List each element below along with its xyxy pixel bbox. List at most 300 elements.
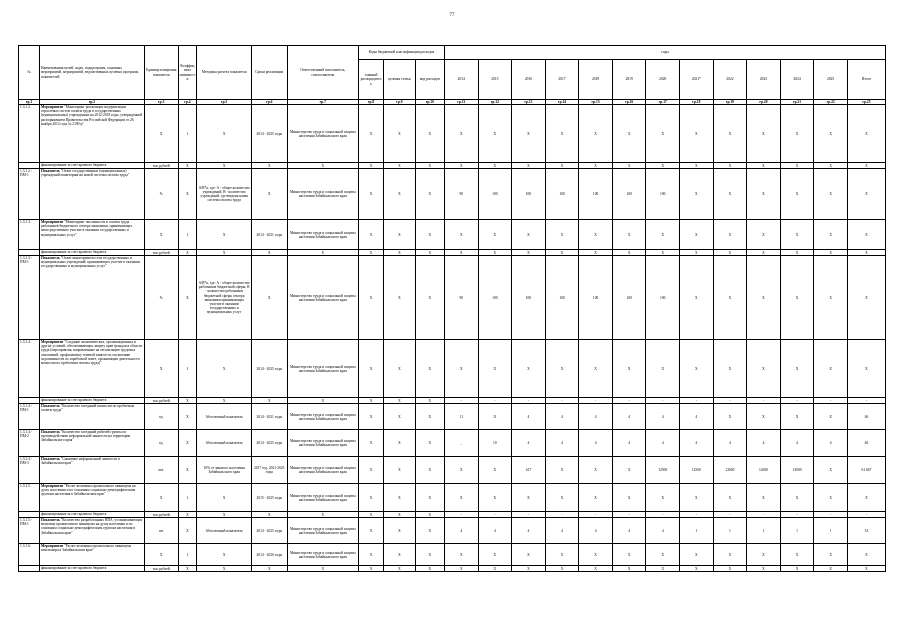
row-value: - xyxy=(747,398,781,404)
row-value: Х xyxy=(384,457,415,484)
row-name-type: Показатель xyxy=(40,457,60,462)
row-value: 4 xyxy=(512,430,546,457)
row-value: 100 xyxy=(646,169,680,220)
row-value: - xyxy=(847,512,885,518)
column-number-cell: гр.16 xyxy=(612,100,646,105)
row-value: 4 xyxy=(612,518,646,544)
row-value: 4 xyxy=(780,430,814,457)
row-terms: Х xyxy=(251,256,287,340)
row-value: Х xyxy=(358,105,383,163)
row-value: Х xyxy=(415,398,444,404)
row-value: Х xyxy=(612,484,646,512)
row-value: - xyxy=(444,512,478,518)
table-header xyxy=(19,46,886,100)
row-value: Х xyxy=(713,169,747,220)
row-value: Х xyxy=(358,518,383,544)
row-value: Х xyxy=(780,484,814,512)
row-value: Х xyxy=(814,256,848,340)
row-value: 417 xyxy=(512,457,546,484)
row-value: 90 xyxy=(444,256,478,340)
row-value: Х xyxy=(415,518,444,544)
row-value: 4 xyxy=(545,518,579,544)
row-value: Х xyxy=(384,544,415,566)
header-year: 2014 xyxy=(444,60,478,100)
row-value: Х xyxy=(780,250,814,256)
row-value: 4 xyxy=(512,518,546,544)
row-name-text: "Охват мониторингом сети государственных и муниципальных учреждений, принимающих участие в оказании государственных и муниципальных услуг" xyxy=(40,256,140,269)
column-number-cell: гр.22 xyxy=(814,100,848,105)
column-number-cell: гр.12 xyxy=(478,100,512,105)
row-value: Х xyxy=(579,566,613,572)
row-method: Абсолютный показатель xyxy=(197,430,252,457)
row-name-type: Показатель xyxy=(40,256,60,261)
row-executor: Министерство труда и социальной защиты населения Забайкальского края xyxy=(287,544,358,566)
table-row xyxy=(19,484,886,512)
row-executor: Х xyxy=(287,163,358,169)
row-value: Х xyxy=(713,340,747,398)
row-terms: 2014 - 2025 годы xyxy=(251,340,287,398)
row-value: Х xyxy=(814,250,848,256)
row-value: 4 xyxy=(646,518,680,544)
row-value: Х xyxy=(612,163,646,169)
row-terms: Х xyxy=(251,169,287,220)
row-value: 1 xyxy=(814,518,848,544)
row-value: Х xyxy=(415,256,444,340)
row-value: Х xyxy=(780,105,814,163)
row-value: 100 xyxy=(478,169,512,220)
row-value: Х xyxy=(358,430,383,457)
row-value: Х xyxy=(847,566,885,572)
row-value: Х xyxy=(814,340,848,398)
header-year: 2024 xyxy=(780,60,814,100)
row-name-text: финансирование за счет краевого бюджета xyxy=(40,566,107,571)
row-coef: Х xyxy=(178,163,197,169)
row-value: Х xyxy=(646,220,680,250)
row-value: 46 xyxy=(847,404,885,430)
row-value: Х xyxy=(747,256,781,340)
row-coef: Х xyxy=(178,518,197,544)
row-value: 4 xyxy=(545,404,579,430)
header-year: 2016 xyxy=(512,60,546,100)
row-value: - xyxy=(814,512,848,518)
row-value: Х xyxy=(713,404,747,430)
row-value: Х xyxy=(384,256,415,340)
row-coef: Х xyxy=(178,512,197,518)
row-value: Х xyxy=(747,544,781,566)
row-name xyxy=(39,105,144,163)
row-value: Х xyxy=(545,220,579,250)
row-name xyxy=(39,256,144,340)
row-value: Х xyxy=(747,484,781,512)
row-value: Х xyxy=(612,250,646,256)
row-value: Х xyxy=(384,430,415,457)
row-method: Абсолютный показатель xyxy=(197,518,252,544)
row-value: Х xyxy=(680,544,714,566)
row-name xyxy=(39,544,144,566)
column-number-cell: гр.8 xyxy=(358,100,383,105)
row-value: Х xyxy=(680,169,714,220)
row-value: 100 xyxy=(646,256,680,340)
row-name-type: Мероприятие xyxy=(40,484,64,489)
header-year: 2018 xyxy=(579,60,613,100)
row-value: 11 xyxy=(478,404,512,430)
row-value: Х xyxy=(747,163,781,169)
row-value: Х xyxy=(545,340,579,398)
row-method: Х xyxy=(197,250,252,256)
header-coef: Коэффициент значимости xyxy=(178,46,197,100)
row-value: Х xyxy=(358,512,383,518)
row-value: Х xyxy=(384,169,415,220)
row-value: Х xyxy=(415,484,444,512)
row-value: - xyxy=(646,398,680,404)
row-value: Х xyxy=(478,340,512,398)
row-value: Х xyxy=(384,340,415,398)
row-method: Х xyxy=(197,163,252,169)
column-number-cell: гр.7 xyxy=(287,100,358,105)
row-executor: Х xyxy=(287,566,358,572)
column-number-cell: гр.17 xyxy=(646,100,680,105)
row-value: Х xyxy=(512,250,546,256)
row-value: Х xyxy=(747,169,781,220)
row-value: Х xyxy=(814,544,848,566)
row-terms: 2014 - 2025 годы xyxy=(251,105,287,163)
header-year: 2019 xyxy=(612,60,646,100)
row-name-type: Мероприятие xyxy=(40,340,64,345)
row-value: Х xyxy=(579,457,613,484)
row-value: 100 xyxy=(612,256,646,340)
row-value: Х xyxy=(612,544,646,566)
row-value: Х xyxy=(545,544,579,566)
row-value: Х xyxy=(444,544,478,566)
row-number: 1.3.1.5. xyxy=(19,484,40,512)
header-year: 2022 xyxy=(713,60,747,100)
row-value: 4 xyxy=(545,430,579,457)
column-number-cell: гр.3 xyxy=(144,100,178,105)
row-name-text: "Снижение неформальной занятости в Забайкальском крае" xyxy=(40,457,120,466)
row-number: 1.3.1.2. xyxy=(19,105,40,163)
row-name-type: Показатель xyxy=(40,169,60,174)
row-value: Х xyxy=(444,163,478,169)
header-name: Наименования целей, задач, подпрограмм, основных мероприятий, мероприятий, ведомственных целевых программ, показателей xyxy=(39,46,144,100)
row-value: Х xyxy=(358,457,383,484)
row-executor: Министерство труда и социальной защиты населения Забайкальского края xyxy=(287,256,358,340)
row-value: Х xyxy=(512,484,546,512)
row-value: Х xyxy=(847,544,885,566)
row-value: Х xyxy=(358,256,383,340)
row-value: Х xyxy=(444,105,478,163)
row-name xyxy=(39,404,144,430)
row-value: Х xyxy=(384,404,415,430)
row-value: Х xyxy=(646,566,680,572)
row-number: 1.3.1.4.-ПМ-3 xyxy=(19,457,40,484)
row-value: Х xyxy=(747,250,781,256)
row-value: Х xyxy=(747,566,781,572)
row-name xyxy=(39,566,144,572)
row-name-text: "Расчет величины прожиточного минимума пенсионера в Забайкальском крае" xyxy=(40,544,132,553)
row-method: Х xyxy=(197,105,252,163)
row-value: Х xyxy=(780,544,814,566)
row-unit: тыс.рублей xyxy=(144,163,178,169)
row-value: Х xyxy=(612,220,646,250)
row-name-type: Показатель xyxy=(40,404,60,409)
row-executor: Министерство труда и социальной защиты населения Забайкальского края xyxy=(287,518,358,544)
header-year: 2021* xyxy=(680,60,714,100)
row-value: Х xyxy=(415,566,444,572)
row-value: 4 xyxy=(814,430,848,457)
row-value: 46 xyxy=(847,430,885,457)
row-value: Х xyxy=(415,457,444,484)
row-value: Х xyxy=(814,566,848,572)
row-value: Х xyxy=(680,484,714,512)
header-kbk-article: целевая статья xyxy=(384,60,415,100)
row-value: - xyxy=(512,398,546,404)
row-value: 100 xyxy=(478,256,512,340)
header-year: 2023 xyxy=(747,60,781,100)
row-coef: 1 xyxy=(178,340,197,398)
row-value: 90 xyxy=(444,169,478,220)
row-name xyxy=(39,340,144,398)
row-value: Х xyxy=(847,105,885,163)
row-number: 1.3.1.4.-ПМ-1 xyxy=(19,404,40,430)
row-value: Х xyxy=(545,105,579,163)
row-method: Абсолютный показатель xyxy=(197,404,252,430)
row-value: Х xyxy=(847,220,885,250)
row-method: Х xyxy=(197,484,252,512)
row-value: Х xyxy=(680,105,714,163)
row-method: А/В*к, где: А - общее количество работников бюджетной сферы; В - количество работников бюджетной сферы сектора экономики принимающих участие в оказании государственных и муниципальных услуг xyxy=(197,256,252,340)
row-value: Х xyxy=(579,544,613,566)
row-value: Х xyxy=(444,220,478,250)
row-value: Х xyxy=(478,544,512,566)
header-year: 2020 xyxy=(646,60,680,100)
row-executor: Министерство труда и социальной защиты населения Забайкальского края xyxy=(287,340,358,398)
row-value: Х xyxy=(415,544,444,566)
row-value: Х xyxy=(612,105,646,163)
row-value: Х xyxy=(384,105,415,163)
row-value: Х xyxy=(478,250,512,256)
row-value: 4 xyxy=(680,430,714,457)
row-value: Х xyxy=(358,250,383,256)
row-name-text: "Количество разработанных НПА, устанавливающих величину прожиточного минимума на душу населения и по основным социально-демографическим группам населения в Забайкальском крае" xyxy=(40,518,143,535)
row-value: Х xyxy=(415,105,444,163)
column-number-cell: гр.11 xyxy=(444,100,478,105)
row-value: Х xyxy=(358,169,383,220)
row-value: Х xyxy=(646,340,680,398)
row-terms: 2014 - 2025 годы xyxy=(251,430,287,457)
row-unit: Х xyxy=(144,340,178,398)
row-value: Х xyxy=(384,484,415,512)
header-year: 2017 xyxy=(545,60,579,100)
row-unit: Х xyxy=(144,484,178,512)
row-value: Х xyxy=(415,163,444,169)
row-value: Х xyxy=(358,566,383,572)
column-number-cell: гр.13 xyxy=(512,100,546,105)
row-value: Х xyxy=(646,105,680,163)
column-number-cell: гр.9 xyxy=(384,100,415,105)
row-value: - xyxy=(680,512,714,518)
row-value: Х xyxy=(444,566,478,572)
row-value: 100 xyxy=(512,256,546,340)
row-method: 10% от занятого населения Забайкальского края xyxy=(197,457,252,484)
row-value: 100 xyxy=(545,256,579,340)
column-number-cell: гр.18 xyxy=(680,100,714,105)
column-number-cell: гр.21 xyxy=(780,100,814,105)
header-kbk-type: вид расходов xyxy=(415,60,444,100)
row-value: Х xyxy=(814,105,848,163)
row-value: 1 xyxy=(680,518,714,544)
row-value: Х xyxy=(478,484,512,512)
row-value: Х xyxy=(358,398,383,404)
row-number: 1.3.1.6. xyxy=(19,544,40,566)
row-value: - xyxy=(444,398,478,404)
row-unit: тыс.рублей xyxy=(144,398,178,404)
row-value: Х xyxy=(814,404,848,430)
row-value: Х xyxy=(512,566,546,572)
row-name-text: "Количество заседаний комиссии по проблемам оплаты труда" xyxy=(40,404,135,413)
row-executor: Министерство труда и социальной защиты населения Забайкальского края xyxy=(287,430,358,457)
row-method: А/В*к, где: А - общее количество учреждений; В - количество учреждений, где введена новая система оплаты труда xyxy=(197,169,252,220)
row-value: Х xyxy=(579,220,613,250)
row-value: Х xyxy=(646,250,680,256)
header-years-title: годы xyxy=(444,46,885,60)
row-executor: Министерство труда и социальной защиты населения Забайкальского края xyxy=(287,220,358,250)
row-value: Х xyxy=(415,250,444,256)
row-method: Х xyxy=(197,544,252,566)
row-value: Х xyxy=(415,220,444,250)
row-value: Х xyxy=(646,484,680,512)
row-number: 1.3.1.3.-ПМ-1 xyxy=(19,256,40,340)
row-name-type: Показатель xyxy=(40,430,60,435)
row-executor: Х xyxy=(287,398,358,404)
row-value: - xyxy=(545,512,579,518)
row-value: Х xyxy=(680,250,714,256)
row-value: Х xyxy=(847,340,885,398)
program-table xyxy=(18,45,886,572)
row-value: Х xyxy=(545,163,579,169)
row-value: Х xyxy=(680,340,714,398)
row-name xyxy=(39,169,144,220)
row-value: 4 xyxy=(444,518,478,544)
row-value: 4 xyxy=(579,430,613,457)
table-row xyxy=(19,457,886,484)
row-value: - xyxy=(713,398,747,404)
row-value: Х xyxy=(512,544,546,566)
row-value: Х xyxy=(780,340,814,398)
row-name xyxy=(39,430,144,457)
row-value: Х xyxy=(444,250,478,256)
row-value: Х xyxy=(847,484,885,512)
table-row xyxy=(19,169,886,220)
row-executor: Х xyxy=(287,512,358,518)
row-value: Х xyxy=(847,169,885,220)
row-coef: Х xyxy=(178,404,197,430)
row-value: Х xyxy=(579,250,613,256)
column-number-cell: гр.10 xyxy=(415,100,444,105)
row-terms: 2014 - 2025 годы xyxy=(251,518,287,544)
column-number-cell: гр.4 xyxy=(178,100,197,105)
row-value: - xyxy=(512,512,546,518)
row-coef: Х xyxy=(178,256,197,340)
row-value: Х xyxy=(680,256,714,340)
column-number-cell: гр.1 xyxy=(19,100,40,105)
row-unit: ед. xyxy=(144,404,178,430)
header-unit: Единица измерения показателя xyxy=(144,46,178,100)
row-name-text: финансирование за счет краевого бюджета xyxy=(40,250,107,255)
row-number: 1.3.1.2.-ПМ-1 xyxy=(19,169,40,220)
row-value: Х xyxy=(415,430,444,457)
row-coef: 1 xyxy=(178,544,197,566)
row-name-text: финансирование за счет краевого бюджета xyxy=(40,163,107,168)
row-terms: Х xyxy=(251,566,287,572)
row-value: 12650 xyxy=(747,457,781,484)
row-value: 61 667 xyxy=(847,457,885,484)
row-executor: Министерство труда и социальной защиты населения Забайкальского края xyxy=(287,404,358,430)
row-value: Х xyxy=(646,163,680,169)
row-value: Х xyxy=(814,163,848,169)
table-row xyxy=(19,566,886,572)
row-coef: Х xyxy=(178,250,197,256)
row-number: 1.3.1.4.-ПМ-2 xyxy=(19,430,40,457)
row-value: - xyxy=(713,512,747,518)
row-value: 100 xyxy=(579,169,613,220)
row-value: Х xyxy=(358,340,383,398)
row-value: Х xyxy=(780,566,814,572)
row-value: Х xyxy=(713,484,747,512)
row-value: 4 xyxy=(747,430,781,457)
row-name-text: финансирование за счет краевого бюджета xyxy=(40,398,107,403)
row-method: Х xyxy=(197,220,252,250)
row-unit: Х xyxy=(144,105,178,163)
row-value: Х xyxy=(814,169,848,220)
row-value: Х xyxy=(478,457,512,484)
row-terms: 2017 год, 2021-2025 годы xyxy=(251,457,287,484)
row-name xyxy=(39,484,144,512)
table-row xyxy=(19,544,886,566)
row-value: Х xyxy=(545,250,579,256)
row-value: Х xyxy=(384,250,415,256)
row-name-text: "Мониторинг численности и оплаты труда работников бюджетного сектора экономики, принимающих непосредственное участие в оказании государственных и муниципальных услуг" xyxy=(40,220,133,237)
row-value: Х xyxy=(358,484,383,512)
row-name-type: Мероприятие xyxy=(40,220,64,225)
row-name-type: Мероприятие xyxy=(40,544,64,549)
row-value: 12500 xyxy=(646,457,680,484)
row-unit: тыс.рублей xyxy=(144,512,178,518)
row-value: Х xyxy=(680,163,714,169)
row-value: - xyxy=(579,512,613,518)
row-name-text: "Мониторинг реализации модернизации отраслевых систем оплаты труда в государственных (муниципальных) учреждениях на 2012-2018 годы, утвержденной распоряжением Правительства Российской Федерации от 26 ноября 2012 года № 2190-р" xyxy=(40,105,143,126)
column-number-cell: гр.20 xyxy=(747,100,781,105)
column-number-cell: гр.19 xyxy=(713,100,747,105)
row-value: - xyxy=(478,398,512,404)
row-value: Х xyxy=(512,220,546,250)
row-value: 100 xyxy=(512,169,546,220)
row-value: 4 xyxy=(713,430,747,457)
row-value: Х xyxy=(384,566,415,572)
row-terms: Х xyxy=(251,512,287,518)
row-name-text: "Расчет величины прожиточного минимума на душу населения и по основным социально-демографическим группам населения в Забайкальском крае" xyxy=(40,484,136,497)
header-no: № xyxy=(19,46,40,100)
row-value: Х xyxy=(415,169,444,220)
row-coef: Х xyxy=(178,169,197,220)
row-coef: Х xyxy=(178,566,197,572)
row-value: 12500 xyxy=(680,457,714,484)
row-value: Х xyxy=(713,163,747,169)
row-unit: чел. xyxy=(144,457,178,484)
row-value: Х xyxy=(358,544,383,566)
row-value: 4 xyxy=(680,404,714,430)
row-value: 4 xyxy=(646,404,680,430)
row-value: 4 xyxy=(612,430,646,457)
